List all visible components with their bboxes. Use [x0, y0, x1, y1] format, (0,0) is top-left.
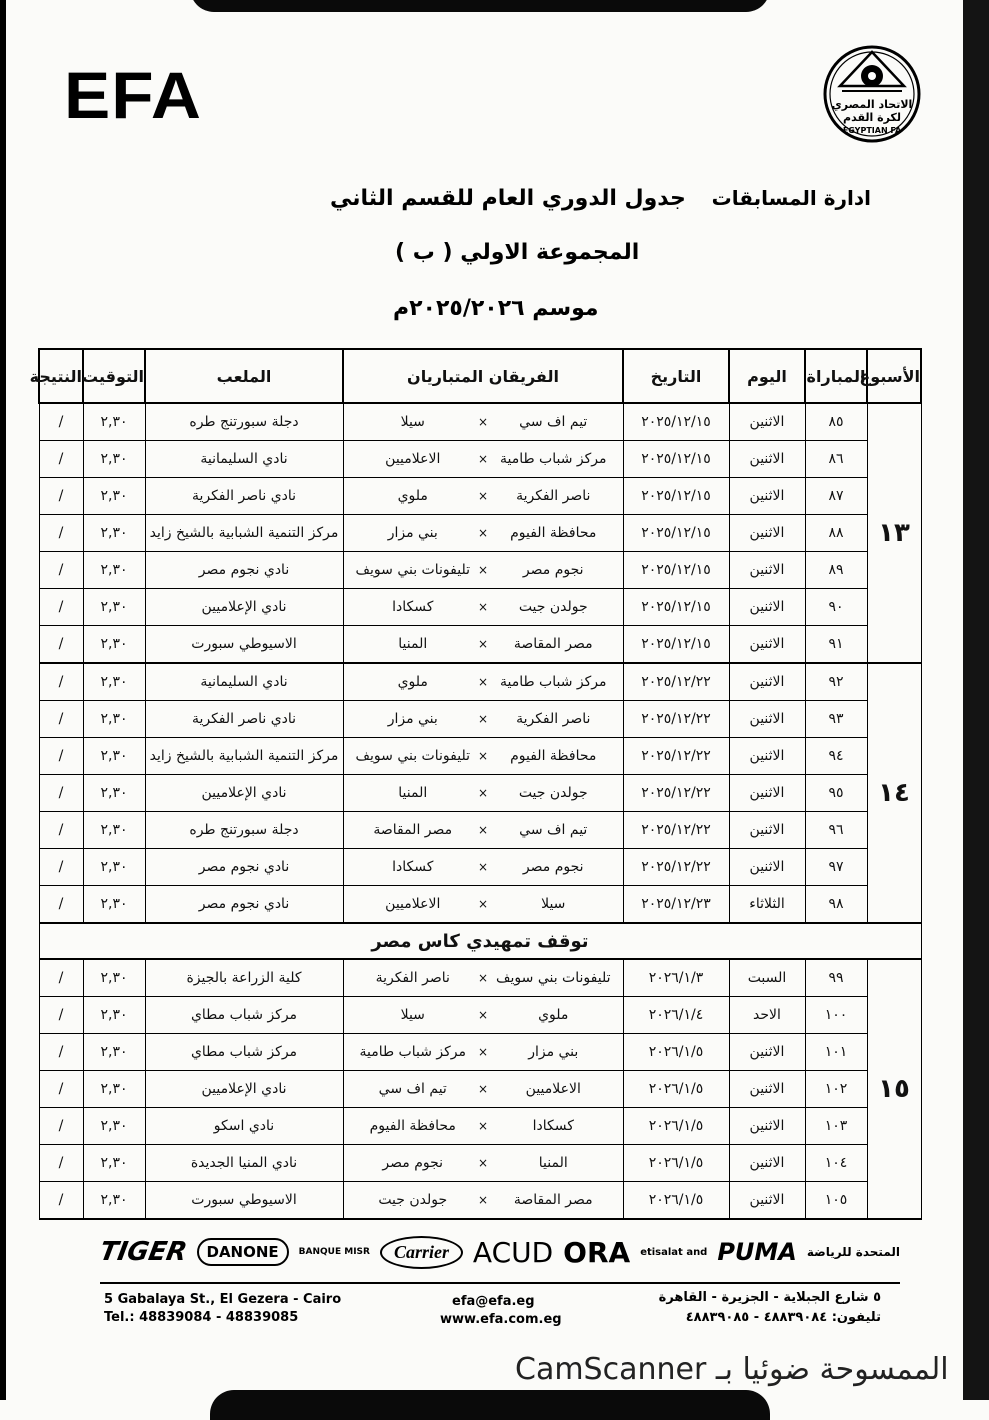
col-teams: الفريقان المتباريان: [343, 349, 623, 403]
away-team: الاعلاميين: [385, 896, 441, 912]
match-day: الاثنين: [729, 1108, 805, 1145]
match-time: ٢,٣٠: [83, 515, 145, 552]
home-team: جولدن جيت: [518, 785, 588, 801]
match-teams: [343, 849, 623, 886]
match-date: ٢٠٢٥/١٢/٢٢: [623, 812, 729, 849]
schedule-table: [29, 348, 922, 1220]
match-number: ٩٣: [805, 701, 867, 738]
home-team: محافظة الفيوم: [510, 748, 597, 764]
col-date: التاريخ: [623, 349, 729, 403]
table-row: [39, 552, 921, 589]
home-team: كسكادا: [532, 1118, 574, 1134]
match-result: /: [39, 1145, 83, 1182]
versus-mark: ×: [477, 1045, 489, 1059]
match-day: الاثنين: [729, 403, 805, 441]
match-number: ٨٨: [805, 515, 867, 552]
match-date: ٢٠٢٦/١/٥: [623, 1108, 729, 1145]
table-row: [39, 997, 921, 1034]
break-label: توقف تمهيدي كاس مصر: [39, 923, 921, 959]
sponsor-etisalat: etisalat and: [640, 1246, 708, 1258]
match-venue: مركز شباب مطاي: [145, 1034, 343, 1071]
match-time: ٢,٣٠: [83, 663, 145, 701]
match-result: /: [39, 959, 83, 997]
match-time: ٢,٣٠: [83, 441, 145, 478]
sponsor-puma: PUMA: [717, 1238, 797, 1266]
table-row: [39, 738, 921, 775]
match-number: ٩١: [805, 626, 867, 664]
table-row: [39, 775, 921, 812]
match-number: ١٠٤: [805, 1145, 867, 1182]
match-time: ٢,٣٠: [83, 886, 145, 924]
match-venue: نادي نجوم مصر: [145, 552, 343, 589]
match-day: الاثنين: [729, 775, 805, 812]
match-time: ٢,٣٠: [83, 1108, 145, 1145]
match-teams: [343, 626, 623, 664]
match-number: ١٠٣: [805, 1108, 867, 1145]
match-teams: [343, 738, 623, 775]
match-result: /: [39, 478, 83, 515]
match-teams: [343, 1182, 623, 1220]
match-result: /: [39, 812, 83, 849]
match-time: ٢,٣٠: [83, 849, 145, 886]
scan-edge-right: [963, 0, 989, 1400]
teams-pair: [344, 1155, 623, 1171]
efa-logo: EFA: [64, 58, 202, 132]
teams-pair: [344, 488, 623, 504]
week-number: ١٤: [867, 663, 921, 923]
match-day: الاحد: [729, 997, 805, 1034]
home-team: ناصر الفكرية: [516, 488, 591, 504]
versus-mark: ×: [477, 1193, 489, 1207]
teams-pair: [344, 785, 623, 801]
table-row: [39, 1145, 921, 1182]
teams-pair: [344, 525, 623, 541]
match-venue: نادي الإعلاميين: [145, 1071, 343, 1108]
away-team: نجوم مصر: [382, 1155, 444, 1171]
match-day: الاثنين: [729, 812, 805, 849]
footer-tel-en: Tel.: 48839084 - 48839085: [104, 1310, 299, 1325]
sponsor-banque-misr: BANQUE MISR: [298, 1247, 370, 1257]
away-team: محافظة الفيوم: [369, 1118, 456, 1134]
match-result: /: [39, 552, 83, 589]
match-day: الاثنين: [729, 1071, 805, 1108]
match-teams: [343, 812, 623, 849]
match-number: ٩٤: [805, 738, 867, 775]
match-date: ٢٠٢٦/١/٥: [623, 1071, 729, 1108]
match-venue: نادي المنيا الجديدة: [145, 1145, 343, 1182]
match-day: الثلاثاء: [729, 886, 805, 924]
sponsor-acud: ACUD: [472, 1235, 554, 1269]
match-result: /: [39, 403, 83, 441]
away-team: الاعلاميين: [385, 451, 441, 467]
match-venue: الاسيوطي سبورت: [145, 1182, 343, 1220]
versus-mark: ×: [477, 563, 489, 577]
match-result: /: [39, 1182, 83, 1220]
away-team: كسكادا: [392, 859, 434, 875]
table-row: [39, 441, 921, 478]
camscanner-watermark: الممسوحة ضوئيا بـ CamScanner: [515, 1352, 949, 1387]
match-time: ٢,٣٠: [83, 812, 145, 849]
teams-pair: [344, 674, 623, 690]
table-row: [39, 515, 921, 552]
versus-mark: ×: [477, 786, 489, 800]
home-team: المنيا: [538, 1155, 568, 1171]
home-team: سيلا: [541, 896, 566, 912]
home-team: مصر المقاصة: [513, 1192, 593, 1208]
match-result: /: [39, 886, 83, 924]
match-teams: [343, 1108, 623, 1145]
match-teams: [343, 589, 623, 626]
match-teams: [343, 663, 623, 701]
match-date: ٢٠٢٥/١٢/١٥: [623, 441, 729, 478]
away-team: تليفونات بني سويف: [355, 748, 470, 764]
match-number: ٨٧: [805, 478, 867, 515]
match-time: ٢,٣٠: [83, 775, 145, 812]
match-venue: نادي اسكو: [145, 1108, 343, 1145]
home-team: نجوم مصر: [522, 859, 584, 875]
match-date: ٢٠٢٦/١/٥: [623, 1145, 729, 1182]
match-teams: [343, 552, 623, 589]
away-team: المنيا: [398, 636, 428, 652]
table-row: [39, 1182, 921, 1220]
match-time: ٢,٣٠: [83, 1145, 145, 1182]
col-match: المباراة: [805, 349, 867, 403]
match-result: /: [39, 589, 83, 626]
match-result: /: [39, 738, 83, 775]
scan-edge-top: [190, 0, 770, 12]
week-number: ١٥: [867, 959, 921, 1219]
table-header-row: [39, 349, 921, 403]
home-team: تليفونات بني سويف: [496, 970, 611, 986]
away-team: بني مزار: [387, 525, 438, 541]
match-venue: نادي الإعلاميين: [145, 775, 343, 812]
match-day: الاثنين: [729, 1034, 805, 1071]
match-day: الاثنين: [729, 701, 805, 738]
match-day: الاثنين: [729, 738, 805, 775]
footer-tel-ar: تليفون: ٤٨٨٣٩٠٨٤ - ٤٨٨٣٩٠٨٥: [685, 1310, 881, 1325]
match-teams: [343, 1145, 623, 1182]
match-venue: نادي السليمانية: [145, 441, 343, 478]
table-row: [39, 626, 921, 664]
away-team: مصر المقاصة: [373, 822, 453, 838]
table-row: [39, 886, 921, 924]
away-team: سيلا: [400, 1007, 425, 1023]
match-day: الاثنين: [729, 589, 805, 626]
match-number: ٩٧: [805, 849, 867, 886]
teams-pair: [344, 1118, 623, 1134]
match-number: ٩٢: [805, 663, 867, 701]
match-number: ١٠٢: [805, 1071, 867, 1108]
match-date: ٢٠٢٦/١/٥: [623, 1034, 729, 1071]
versus-mark: ×: [477, 1008, 489, 1022]
away-team: تليفونات بني سويف: [355, 562, 470, 578]
match-date: ٢٠٢٥/١٢/١٥: [623, 626, 729, 664]
match-time: ٢,٣٠: [83, 959, 145, 997]
match-venue: نادي ناصر الفكرية: [145, 478, 343, 515]
match-venue: نادي نجوم مصر: [145, 886, 343, 924]
away-team: ملوي: [397, 488, 428, 504]
match-teams: [343, 1071, 623, 1108]
season-label: موسم ٢٠٢٥/٢٠٢٦م: [393, 296, 599, 321]
table-row: [39, 701, 921, 738]
svg-text:لكرة القدم: لكرة القدم: [843, 111, 901, 124]
match-teams: [343, 403, 623, 441]
match-result: /: [39, 1034, 83, 1071]
page-title: جدول الدوري العام للقسم الثاني: [330, 186, 686, 211]
match-date: ٢٠٢٦/١/٣: [623, 959, 729, 997]
footer-address-ar: ٥ شارع الجبلاية - الجزيرة - القاهرة: [658, 1290, 881, 1305]
col-venue: الملعب: [145, 349, 343, 403]
teams-pair: [344, 1192, 623, 1208]
match-number: ٨٩: [805, 552, 867, 589]
emblem-en: EGYPTIAN FA: [842, 126, 902, 135]
match-venue: نادي نجوم مصر: [145, 849, 343, 886]
sponsor-united-sports: المتحدة للرياضة: [806, 1245, 900, 1259]
versus-mark: ×: [477, 1119, 489, 1133]
sponsor-strip: [97, 1222, 900, 1282]
sponsor-carrier: Carrier: [380, 1236, 463, 1269]
scan-edge-left: [0, 0, 6, 1400]
versus-mark: ×: [477, 489, 489, 503]
match-result: /: [39, 775, 83, 812]
match-date: ٢٠٢٦/١/٥: [623, 1182, 729, 1220]
match-date: ٢٠٢٥/١٢/١٥: [623, 589, 729, 626]
teams-pair: [344, 599, 623, 615]
match-day: الاثنين: [729, 441, 805, 478]
away-team: سيلا: [400, 414, 425, 430]
versus-mark: ×: [477, 452, 489, 466]
match-venue: مركز التنمية الشبابية بالشيخ زايد: [145, 738, 343, 775]
col-day: اليوم: [729, 349, 805, 403]
egyptian-fa-emblem: [822, 44, 922, 144]
match-day: الاثنين: [729, 1145, 805, 1182]
home-team: ملوي: [538, 1007, 569, 1023]
footer-website[interactable]: www.efa.com.eg: [440, 1312, 562, 1327]
match-result: /: [39, 1071, 83, 1108]
col-week: الأسبوع: [867, 349, 921, 403]
footer-divider: [100, 1282, 900, 1284]
match-venue: دجلة سبورتنج طره: [145, 812, 343, 849]
match-teams: [343, 997, 623, 1034]
versus-mark: ×: [477, 1082, 489, 1096]
match-result: /: [39, 441, 83, 478]
break-row: [39, 923, 921, 959]
sponsor-tiger: TIGER: [97, 1237, 190, 1267]
emblem-text: الاتحاد المصري: [831, 98, 913, 111]
group-label: المجموعة الاولي ( ب ): [395, 240, 640, 265]
match-date: ٢٠٢٥/١٢/٢٢: [623, 775, 729, 812]
away-team: ملوي: [397, 674, 428, 690]
match-number: ١٠٠: [805, 997, 867, 1034]
teams-pair: [344, 822, 623, 838]
match-number: ٩٩: [805, 959, 867, 997]
teams-pair: [344, 970, 623, 986]
versus-mark: ×: [477, 415, 489, 429]
match-teams: [343, 775, 623, 812]
match-number: ٩٦: [805, 812, 867, 849]
match-result: /: [39, 701, 83, 738]
match-number: ٨٦: [805, 441, 867, 478]
versus-mark: ×: [477, 897, 489, 911]
match-date: ٢٠٢٥/١٢/٢٢: [623, 738, 729, 775]
match-teams: [343, 959, 623, 997]
match-venue: مركز التنمية الشبابية بالشيخ زايد: [145, 515, 343, 552]
match-date: ٢٠٢٦/١/٤: [623, 997, 729, 1034]
match-teams: [343, 701, 623, 738]
match-teams: [343, 478, 623, 515]
away-team: مركز شباب طامية: [359, 1044, 467, 1060]
versus-mark: ×: [477, 823, 489, 837]
versus-mark: ×: [477, 526, 489, 540]
match-teams: [343, 1034, 623, 1071]
match-date: ٢٠٢٥/١٢/١٥: [623, 403, 729, 441]
match-number: ١٠٥: [805, 1182, 867, 1220]
table-row: [39, 812, 921, 849]
table-row: [39, 478, 921, 515]
versus-mark: ×: [477, 860, 489, 874]
table-row: [39, 403, 921, 441]
match-day: الاثنين: [729, 626, 805, 664]
match-day: الاثنين: [729, 663, 805, 701]
match-time: ٢,٣٠: [83, 997, 145, 1034]
department-label: ادارة المسابقات: [711, 186, 871, 210]
match-venue: الاسيوطي سبورت: [145, 626, 343, 664]
home-team: جولدن جيت: [518, 599, 588, 615]
match-time: ٢,٣٠: [83, 403, 145, 441]
col-result: النتيجة: [39, 349, 83, 403]
table-row: [39, 663, 921, 701]
match-result: /: [39, 997, 83, 1034]
match-time: ٢,٣٠: [83, 626, 145, 664]
versus-mark: ×: [477, 712, 489, 726]
away-team: تيم اف سي: [378, 1081, 447, 1097]
match-date: ٢٠٢٥/١٢/٢٢: [623, 701, 729, 738]
match-venue: نادي الإعلاميين: [145, 589, 343, 626]
home-team: بني مزار: [528, 1044, 579, 1060]
teams-pair: [344, 1007, 623, 1023]
match-venue: دجلة سبورتنج طره: [145, 403, 343, 441]
teams-pair: [344, 711, 623, 727]
footer-email[interactable]: efa@efa.eg: [452, 1294, 535, 1309]
sponsor-danone: DANONE: [197, 1238, 289, 1266]
away-team: المنيا: [398, 785, 428, 801]
match-number: ١٠١: [805, 1034, 867, 1071]
away-team: جولدن جيت: [378, 1192, 448, 1208]
home-team: ناصر الفكرية: [516, 711, 591, 727]
table-row: [39, 1034, 921, 1071]
match-result: /: [39, 1108, 83, 1145]
teams-pair: [344, 896, 623, 912]
home-team: مركز شباب طامية: [499, 674, 607, 690]
home-team: تيم اف سي: [519, 822, 588, 838]
match-day: الاثنين: [729, 552, 805, 589]
match-date: ٢٠٢٥/١٢/١٥: [623, 478, 729, 515]
match-time: ٢,٣٠: [83, 1071, 145, 1108]
footer-address-en: 5 Gabalaya St., El Gezera - Cairo: [104, 1292, 342, 1307]
schedule-body: [39, 403, 921, 1219]
table-row: [39, 849, 921, 886]
away-team: كسكادا: [392, 599, 434, 615]
match-date: ٢٠٢٥/١٢/٢٢: [623, 663, 729, 701]
match-day: الاثنين: [729, 1182, 805, 1220]
match-result: /: [39, 663, 83, 701]
match-venue: كلية الزراعة بالجيزة: [145, 959, 343, 997]
away-team: ناصر الفكرية: [375, 970, 450, 986]
match-date: ٢٠٢٥/١٢/٢٢: [623, 849, 729, 886]
teams-pair: [344, 1081, 623, 1097]
versus-mark: ×: [477, 971, 489, 985]
match-result: /: [39, 515, 83, 552]
match-day: السبت: [729, 959, 805, 997]
match-day: الاثنين: [729, 515, 805, 552]
match-number: ٩٠: [805, 589, 867, 626]
away-team: بني مزار: [387, 711, 438, 727]
match-teams: [343, 441, 623, 478]
sponsor-ora: ORA: [563, 1235, 631, 1269]
match-teams: [343, 515, 623, 552]
versus-mark: ×: [477, 600, 489, 614]
match-time: ٢,٣٠: [83, 701, 145, 738]
match-date: ٢٠٢٥/١٢/١٥: [623, 515, 729, 552]
match-venue: نادي السليمانية: [145, 663, 343, 701]
teams-pair: [344, 859, 623, 875]
versus-mark: ×: [477, 1156, 489, 1170]
table-row: [39, 959, 921, 997]
match-number: ٩٨: [805, 886, 867, 924]
week-number: ١٣: [867, 403, 921, 663]
teams-pair: [344, 451, 623, 467]
home-team: تيم اف سي: [519, 414, 588, 430]
table-row: [39, 1071, 921, 1108]
home-team: مركز شباب طامية: [499, 451, 607, 467]
match-time: ٢,٣٠: [83, 478, 145, 515]
match-time: ٢,٣٠: [83, 589, 145, 626]
teams-pair: [344, 562, 623, 578]
teams-pair: [344, 414, 623, 430]
match-time: ٢,٣٠: [83, 738, 145, 775]
versus-mark: ×: [477, 749, 489, 763]
match-date: ٢٠٢٥/١٢/٢٣: [623, 886, 729, 924]
match-venue: نادي ناصر الفكرية: [145, 701, 343, 738]
match-day: الاثنين: [729, 478, 805, 515]
scan-edge-bottom: [210, 1390, 770, 1420]
home-team: الاعلاميين: [525, 1081, 581, 1097]
versus-mark: ×: [477, 637, 489, 651]
teams-pair: [344, 1044, 623, 1060]
match-time: ٢,٣٠: [83, 1034, 145, 1071]
table-row: [39, 589, 921, 626]
match-day: الاثنين: [729, 849, 805, 886]
versus-mark: ×: [477, 675, 489, 689]
home-team: مصر المقاصة: [513, 636, 593, 652]
match-number: ٨٥: [805, 403, 867, 441]
col-time: التوقيت: [83, 349, 145, 403]
match-time: ٢,٣٠: [83, 1182, 145, 1220]
match-time: ٢,٣٠: [83, 552, 145, 589]
teams-pair: [344, 636, 623, 652]
home-team: محافظة الفيوم: [510, 525, 597, 541]
teams-pair: [344, 748, 623, 764]
match-date: ٢٠٢٥/١٢/١٥: [623, 552, 729, 589]
match-number: ٩٥: [805, 775, 867, 812]
home-team: نجوم مصر: [522, 562, 584, 578]
match-result: /: [39, 849, 83, 886]
match-teams: [343, 886, 623, 924]
table-row: [39, 1108, 921, 1145]
match-venue: مركز شباب مطاي: [145, 997, 343, 1034]
match-result: /: [39, 626, 83, 664]
